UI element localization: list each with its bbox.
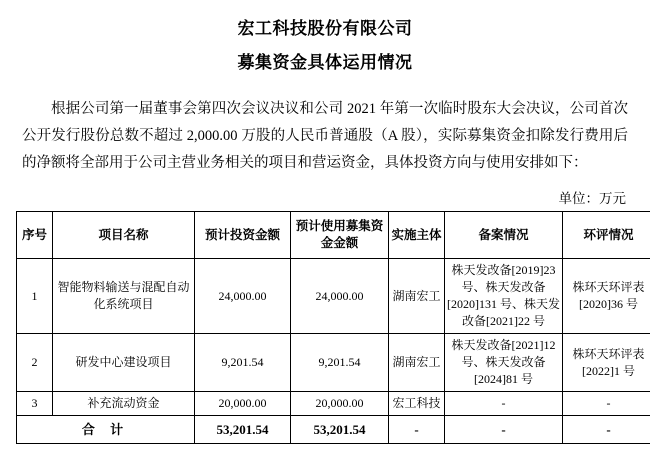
cell-subject: 湖南宏工 [389, 334, 445, 392]
cell-subject: 宏工科技 [389, 392, 445, 416]
table-row [17, 334, 650, 392]
header-subject: 实施主体 [389, 212, 445, 259]
cell-seq: 1 [17, 259, 53, 334]
table-header-row [17, 212, 650, 259]
cell-env: - [563, 392, 650, 416]
cell-planned-use: 24,000.00 [291, 259, 389, 334]
cell-planned-investment: 9,201.54 [195, 334, 291, 392]
header-env: 环评情况 [563, 212, 650, 259]
header-planned-use: 预计使用募集资金金额 [291, 212, 389, 259]
header-planned-investment: 预计投资金额 [195, 212, 291, 259]
cell-planned-investment: 24,000.00 [195, 259, 291, 334]
cell-planned-use: 20,000.00 [291, 392, 389, 416]
cell-seq: 2 [17, 334, 53, 392]
total-record: - [445, 416, 563, 444]
cell-env: 株环天环评表[2022]1 号 [563, 334, 650, 392]
fundraising-table [16, 211, 650, 444]
cell-project-name: 智能物料输送与混配自动化系统项目 [53, 259, 195, 334]
cell-planned-use: 9,201.54 [291, 334, 389, 392]
company-title: 宏工科技股份有限公司 [237, 19, 413, 38]
cell-planned-investment: 20,000.00 [195, 392, 291, 416]
cell-subject: 湖南宏工 [389, 259, 445, 334]
table-row [17, 259, 650, 334]
header-record: 备案情况 [445, 212, 563, 259]
total-label: 合 计 [17, 416, 195, 444]
document-subtitle: 募集资金具体运用情况 [237, 53, 413, 72]
body-paragraph: 根据公司第一届董事会第四次会议决议和公司 2021 年第一次临时股东大会决议，公司首次公开发行股份总数不超过 2,000.00 万股的人民币普通股（A 股），实际募集资金扣除发行费用后的净额将全部用于公司主营业务相关的项目和营运资金，具体投资方向与使用安排如下： [22, 101, 628, 171]
table-row [17, 392, 650, 416]
cell-record: 株天发改备[2021]12 号、株天发改备[2024]81 号 [445, 334, 563, 392]
header-project-name: 项目名称 [53, 212, 195, 259]
cell-project-name: 补充流动资金 [53, 392, 195, 416]
cell-record: - [445, 392, 563, 416]
total-subject: - [389, 416, 445, 444]
table-total-row [17, 416, 650, 444]
total-planned-investment: 53,201.54 [195, 416, 291, 444]
cell-record: 株天发改备[2019]23 号、株天发改备[2020]131 号、株天发改备[2021]22 号 [445, 259, 563, 334]
cell-seq: 3 [17, 392, 53, 416]
cell-project-name: 研发中心建设项目 [53, 334, 195, 392]
total-planned-use: 53,201.54 [291, 416, 389, 444]
header-seq: 序号 [17, 212, 53, 259]
cell-env: 株环天环评表[2020]36 号 [563, 259, 650, 334]
total-env: - [563, 416, 650, 444]
unit-note: 单位：万元 [558, 191, 626, 206]
